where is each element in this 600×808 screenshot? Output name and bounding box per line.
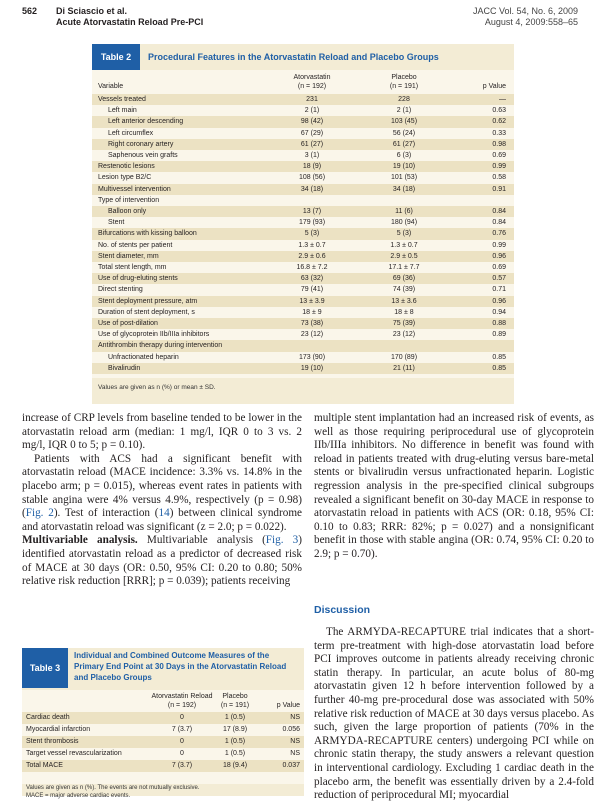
outcome-cell: Target vessel revascularization bbox=[26, 750, 122, 757]
table-row bbox=[92, 161, 514, 172]
p-value-cell: 0.91 bbox=[492, 185, 506, 193]
atorvastatin-cell: 34 (18) bbox=[300, 185, 324, 193]
placebo-cell: 19 (10) bbox=[392, 163, 416, 171]
variable-cell: Right coronary artery bbox=[108, 140, 174, 148]
variable-cell: Vessels treated bbox=[98, 96, 146, 103]
variable-cell: Use of post-dilation bbox=[98, 320, 158, 327]
p-value-cell: 0.71 bbox=[492, 286, 506, 294]
journal-date: August 4, 2009:558–65 bbox=[484, 17, 578, 27]
p-value-cell: 0.58 bbox=[492, 174, 506, 182]
p-value-cell: 0.63 bbox=[492, 107, 506, 115]
col-header-p-value: p Value bbox=[276, 702, 300, 709]
p-value-cell: 0.99 bbox=[492, 163, 506, 171]
table-row bbox=[92, 352, 514, 363]
variable-cell: No. of stents per patient bbox=[98, 241, 173, 249]
p-value-cell: 0.69 bbox=[492, 152, 506, 159]
table-3-label: Table 3 bbox=[22, 648, 68, 688]
table-2-label: Table 2 bbox=[92, 44, 140, 70]
atorvastatin-cell: 0 bbox=[180, 738, 184, 745]
placebo-cell: 13 ± 3.6 bbox=[391, 297, 417, 305]
variable-cell: Left anterior descending bbox=[108, 118, 184, 126]
variable-cell: Multivessel intervention bbox=[98, 185, 171, 193]
col-header-placebo bbox=[212, 692, 258, 710]
p-value-cell: 0.33 bbox=[492, 129, 506, 137]
table-row bbox=[22, 724, 304, 736]
variable-cell: Lesion type B2/C bbox=[98, 174, 152, 182]
table-3-footnote bbox=[26, 784, 296, 800]
table-2-footnote: Values are given as n (%) or mean ± SD. bbox=[98, 384, 216, 391]
p-value-cell: 0.88 bbox=[492, 320, 506, 327]
placebo-cell: 17 (8.9) bbox=[222, 726, 248, 733]
table-row bbox=[92, 340, 514, 351]
col-header-atorvastatin-reload-name: Atorvastatin Reload bbox=[151, 693, 213, 700]
atorvastatin-cell: 0 bbox=[180, 750, 184, 757]
atorvastatin-cell: 2.9 ± 0.6 bbox=[298, 252, 326, 260]
atorvastatin-cell: 108 (56) bbox=[298, 174, 326, 182]
right-column-text bbox=[314, 412, 594, 562]
col-header-p-value: p Value bbox=[482, 83, 506, 90]
table-row bbox=[92, 363, 514, 374]
placebo-cell: 170 (89) bbox=[390, 353, 418, 361]
table-row bbox=[92, 284, 514, 295]
placebo-cell: 1 (0.5) bbox=[224, 738, 246, 745]
journal-volume: JACC Vol. 54, No. 6, 2009 bbox=[472, 6, 578, 16]
p-value-cell: 0.94 bbox=[492, 308, 506, 316]
table-row bbox=[92, 105, 514, 116]
outcome-cell: Total MACE bbox=[26, 762, 63, 769]
placebo-cell: 5 (3) bbox=[396, 230, 412, 238]
text-span: ) identified atorvastatin reload as a predictor of decreased risk of MACE at 30 days (OR: 0.50, 95% CI: 0.20 to 0.80; 50% relative risk reduction [RRR]; p = 0.039); patients receiving bbox=[22, 534, 302, 588]
col-header-placebo-name: Placebo bbox=[391, 74, 417, 81]
atorvastatin-cell: 16.8 ± 7.2 bbox=[296, 264, 328, 271]
col-header-atorvastatin-reload bbox=[142, 692, 222, 710]
variable-cell: Direct stenting bbox=[98, 286, 143, 294]
figure-link[interactable]: Fig. 3 bbox=[265, 534, 299, 547]
atorvastatin-cell: 63 (32) bbox=[300, 275, 324, 283]
col-header-atorvastatin bbox=[270, 73, 354, 91]
atorvastatin-cell: 18 ± 9 bbox=[302, 308, 322, 316]
table-3-footnote-line: Values are given as n (%). The events are not mutually exclusive. bbox=[26, 785, 200, 791]
p-value-cell: NS bbox=[290, 750, 300, 757]
p-value-cell: 0.96 bbox=[492, 297, 506, 305]
table-row bbox=[92, 228, 514, 239]
placebo-cell: 18 ± 8 bbox=[394, 308, 414, 316]
p-value-cell: 0.84 bbox=[492, 219, 506, 227]
p-value-cell: 0.76 bbox=[492, 230, 506, 238]
atorvastatin-cell: 18 (9) bbox=[302, 163, 322, 171]
table-row bbox=[92, 150, 514, 161]
atorvastatin-cell: 13 ± 3.9 bbox=[299, 297, 325, 305]
table-row bbox=[92, 307, 514, 318]
table-row bbox=[92, 184, 514, 195]
p-value-cell: — bbox=[499, 96, 506, 103]
atorvastatin-cell: 73 (38) bbox=[300, 320, 324, 327]
running-header-left bbox=[22, 6, 203, 28]
placebo-cell: 6 (3) bbox=[396, 152, 412, 159]
col-header-placebo-n: (n = 191) bbox=[220, 702, 250, 709]
atorvastatin-cell: 19 (10) bbox=[300, 364, 324, 372]
placebo-cell: 180 (94) bbox=[390, 219, 418, 227]
p-value-cell: 0.99 bbox=[492, 241, 506, 249]
table-3-title: Individual and Combined Outcome Measures of the Primary End Point at 30 Days in the Atorvastatin Reload and Placebo Groups bbox=[74, 651, 287, 682]
placebo-cell: 103 (45) bbox=[390, 118, 418, 126]
table-3-body bbox=[22, 690, 304, 784]
p-value-cell: 0.69 bbox=[492, 264, 506, 271]
p-value-cell: 0.84 bbox=[492, 208, 506, 215]
table-row bbox=[92, 329, 514, 340]
col-header-placebo-n: (n = 191) bbox=[389, 83, 419, 90]
table-2-header bbox=[92, 44, 514, 71]
atorvastatin-cell: 179 (93) bbox=[298, 219, 326, 227]
placebo-cell: 2.9 ± 0.5 bbox=[390, 252, 418, 260]
table-row bbox=[92, 94, 514, 105]
placebo-cell: 75 (39) bbox=[392, 320, 416, 327]
atorvastatin-cell: 5 (3) bbox=[304, 230, 320, 238]
table-row bbox=[92, 262, 514, 273]
table-row bbox=[22, 748, 304, 760]
table-2-body bbox=[92, 70, 514, 378]
text-span: Patients with ACS had a significant benefit with atorvastatin reload (MACE incidence: 3.3% vs. 14.8% in the placebo arm; p = 0.015), whereas event rates in patients with stable angina were 4% versus 4.9%, respectively (p = 0.98) ( bbox=[22, 452, 302, 520]
placebo-cell: 11 (6) bbox=[395, 208, 413, 215]
col-header-atorvastatin-name: Atorvastatin bbox=[293, 74, 331, 81]
placebo-cell: 1 (0.5) bbox=[224, 714, 246, 721]
variable-cell: Restenotic lesions bbox=[98, 163, 155, 171]
variable-cell: Antithrombin therapy during intervention bbox=[98, 342, 223, 350]
table-row bbox=[92, 206, 514, 217]
atorvastatin-cell: 23 (12) bbox=[300, 331, 324, 339]
variable-cell: Left main bbox=[108, 107, 137, 115]
atorvastatin-cell: 67 (29) bbox=[300, 129, 324, 137]
p-value-cell: 0.62 bbox=[492, 118, 506, 126]
outcome-cell: Myocardial infarction bbox=[26, 726, 91, 733]
table-row bbox=[92, 116, 514, 127]
atorvastatin-cell: 231 bbox=[306, 96, 318, 103]
placebo-cell: 56 (24) bbox=[392, 129, 416, 137]
p-value-cell: 0.57 bbox=[492, 275, 506, 283]
table-row bbox=[92, 139, 514, 150]
variable-cell: Total stent length, mm bbox=[98, 264, 167, 271]
p-value-cell: NS bbox=[290, 738, 300, 745]
placebo-cell: 18 (9.4) bbox=[222, 762, 248, 769]
table-row bbox=[92, 240, 514, 251]
placebo-cell: 17.1 ± 7.7 bbox=[388, 264, 420, 271]
atorvastatin-cell: 1.3 ± 0.7 bbox=[298, 241, 326, 249]
table-2-title: Procedural Features in the Atorvastatin Reload and Placebo Groups bbox=[148, 52, 439, 62]
variable-cell: Use of glycoprotein IIb/IIIa inhibitors bbox=[98, 331, 210, 339]
variable-cell: Stent bbox=[108, 219, 125, 227]
table-row bbox=[92, 217, 514, 228]
table-row bbox=[92, 172, 514, 183]
running-header-right bbox=[473, 6, 578, 28]
placebo-cell: 101 (53) bbox=[390, 174, 418, 182]
table-row bbox=[92, 195, 514, 206]
paragraph bbox=[22, 453, 302, 535]
table-2 bbox=[92, 44, 514, 404]
table-row bbox=[22, 736, 304, 748]
variable-cell: Balloon only bbox=[108, 208, 147, 215]
placebo-cell: 228 bbox=[398, 96, 410, 103]
atorvastatin-cell: 98 (42) bbox=[300, 118, 324, 126]
outcome-cell: Cardiac death bbox=[26, 714, 70, 721]
variable-cell: Left circumflex bbox=[108, 129, 154, 137]
placebo-cell: 23 (12) bbox=[392, 331, 416, 339]
paragraph: multiple stent implantation had an increased risk of events, as well as those requiring periprocedural use of glycoprotein IIb/IIIa inhibitors. No difference in benefit was found with reload in patients treated with drug-eluting versus bare-metal stents or bivalirudin versus unfractionated heparin. Logistic regression analysis in the pre-specified clinical subgroups revealed a significant benefit on 30-day MACE in response to atorvastatin reload in patients with ACS (OR: 0.18, 95% CI: 0.10 to 0.83; RRR: 82%; p = 0.027) and a nonsignificant benefit in those with stable angina (OR: 0.74, 95% CI: 0.20 to 2.9; p = 0.70). bbox=[314, 412, 594, 560]
p-value-cell: NS bbox=[290, 714, 300, 721]
placebo-cell: 61 (27) bbox=[392, 140, 416, 148]
p-value-cell: 0.89 bbox=[492, 331, 506, 339]
col-header-atorvastatin-reload-n: (n = 192) bbox=[167, 702, 197, 709]
reference-link[interactable]: 14 bbox=[158, 507, 170, 520]
col-header-placebo-name: Placebo bbox=[222, 693, 248, 700]
table-row bbox=[92, 296, 514, 307]
table-row bbox=[22, 712, 304, 724]
atorvastatin-cell: 7 (3.7) bbox=[171, 726, 193, 733]
page-number: 562 bbox=[22, 6, 38, 16]
text-span: Multivariable analysis ( bbox=[137, 534, 266, 547]
table-row bbox=[92, 251, 514, 262]
outcome-cell: Stent thrombosis bbox=[26, 738, 79, 745]
variable-cell: Unfractionated heparin bbox=[108, 353, 179, 361]
paragraph bbox=[22, 534, 302, 588]
table-row bbox=[92, 318, 514, 329]
header-authors: Di Sciascio et al. bbox=[56, 6, 128, 16]
placebo-cell: 2 (1) bbox=[396, 107, 412, 115]
variable-cell: Stent diameter, mm bbox=[98, 252, 159, 260]
p-value-cell: 0.98 bbox=[492, 140, 506, 148]
header-short-title: Acute Atorvastatin Reload Pre-PCI bbox=[56, 17, 204, 27]
placebo-cell: 1.3 ± 0.7 bbox=[390, 241, 418, 249]
col-header-variable: Variable bbox=[98, 83, 124, 90]
placebo-cell: 1 (0.5) bbox=[224, 750, 246, 757]
p-value-cell: 0.056 bbox=[282, 726, 300, 733]
table-row bbox=[22, 760, 304, 772]
variable-cell: Bifurcations with kissing balloon bbox=[98, 230, 197, 238]
placebo-cell: 69 (36) bbox=[392, 275, 416, 283]
table-row bbox=[92, 128, 514, 139]
text-span: ) between clinical syndrome and atorvastatin reload was significant (z = 2.0; p = 0.022). bbox=[22, 507, 303, 533]
paragraph: The ARMYDA-RECAPTURE trial indicates that a short-term pre-treatment with high-dose atorvastatin load before PCI improves outcome in patients already receiving chronic statin therapy. In particular, an acute bolus of 80-mg atorvastatin given 12 h before intervention followed by a further 40-mg pre-procedural dose was associated with 50% relative risk reduction of MACE at 30 days versus placebo. As such, given the large proportion of patients (70% in the ARMYDA-RECAPTURE centers) undergoing PCI while on chronic statin therapy, the study answers a relevant question in interventional cardiology. Excluding 1 cardiac death in the placebo arm, the benefit was essentially driven by a 2.4-fold reduction of periprocedural MI; myocardial bbox=[314, 626, 594, 802]
variable-cell: Duration of stent deployment, s bbox=[98, 308, 195, 316]
col-header-atorvastatin-n: (n = 192) bbox=[297, 83, 327, 90]
subheading: Multivariable analysis. bbox=[22, 534, 138, 547]
right-column-discussion bbox=[314, 626, 594, 803]
atorvastatin-cell: 13 (7) bbox=[302, 208, 322, 215]
atorvastatin-cell: 2 (1) bbox=[304, 107, 320, 115]
variable-cell: Type of intervention bbox=[98, 196, 160, 204]
paragraph: increase of CRP levels from baseline tended to be lower in the atorvastatin reload arm (median: 1 mg/l, IQR 0 to 3 vs. 2 mg/l, IQR 0 to 5; p = 0.10). bbox=[22, 412, 302, 452]
atorvastatin-cell: 61 (27) bbox=[300, 140, 324, 148]
left-column-text bbox=[22, 412, 302, 589]
p-value-cell: 0.96 bbox=[492, 252, 506, 260]
p-value-cell: 0.85 bbox=[492, 353, 506, 361]
col-header-placebo bbox=[362, 73, 446, 91]
variable-cell: Saphenous vein grafts bbox=[108, 152, 178, 159]
placebo-cell: 21 (11) bbox=[393, 364, 415, 372]
placebo-cell: 34 (18) bbox=[392, 185, 416, 193]
variable-cell: Use of drug-eluting stents bbox=[98, 275, 178, 283]
text-span: ). Test of interaction ( bbox=[53, 507, 159, 520]
placebo-cell: 74 (39) bbox=[392, 286, 416, 294]
section-heading-discussion: Discussion bbox=[314, 604, 371, 616]
atorvastatin-cell: 79 (41) bbox=[300, 286, 324, 294]
atorvastatin-cell: 0 bbox=[180, 714, 184, 721]
p-value-cell: 0.85 bbox=[492, 364, 506, 372]
atorvastatin-cell: 7 (3.7) bbox=[171, 762, 193, 769]
table-3-footnote-line: MACE = major adverse cardiac events. bbox=[26, 793, 131, 799]
variable-cell: Stent deployment pressure, atm bbox=[98, 297, 198, 305]
table-3 bbox=[22, 648, 304, 799]
variable-cell: Bivalirudin bbox=[108, 364, 141, 372]
figure-link[interactable]: Fig. 2 bbox=[25, 507, 54, 520]
atorvastatin-cell: 3 (1) bbox=[304, 152, 320, 159]
p-value-cell: 0.037 bbox=[282, 762, 300, 769]
atorvastatin-cell: 173 (90) bbox=[298, 353, 326, 361]
table-row bbox=[92, 273, 514, 284]
